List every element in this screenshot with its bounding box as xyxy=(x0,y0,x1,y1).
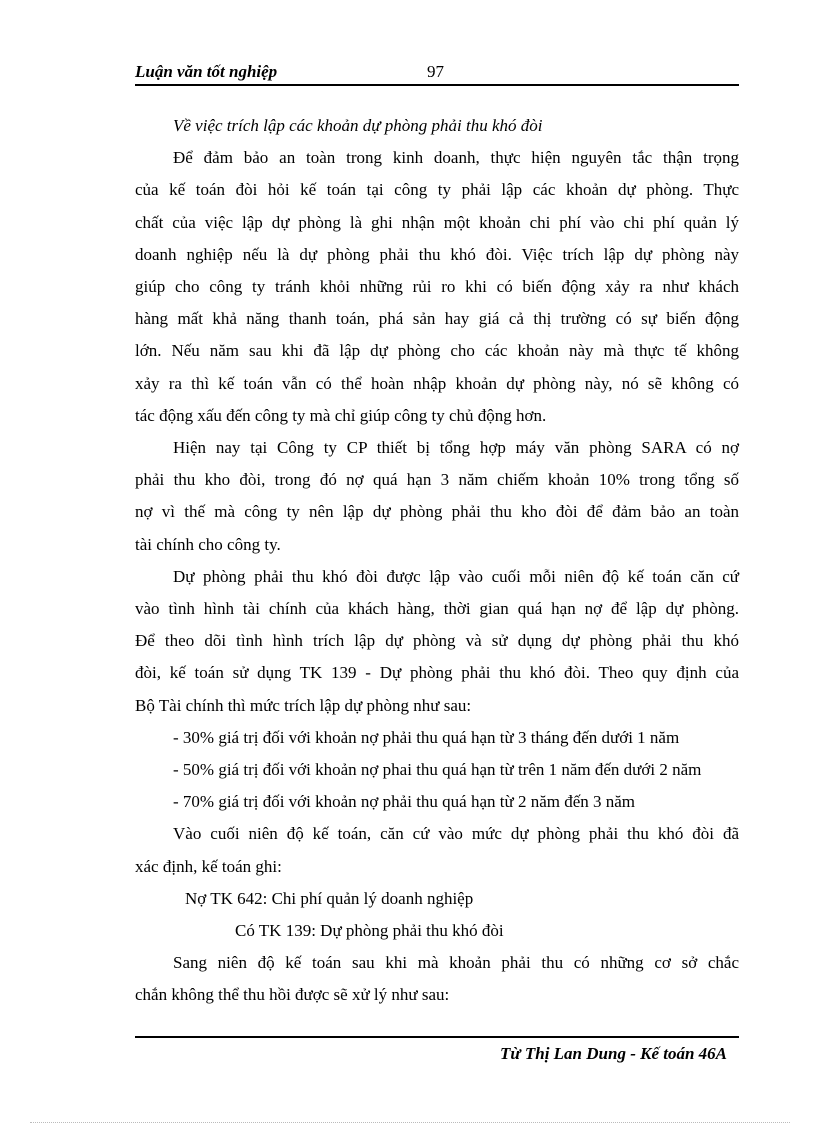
text-line: xảy ra thì kế toán vẫn có thể hoàn nhập khoản dự phòng này, nó sẽ không có xyxy=(135,373,739,393)
page-header xyxy=(135,58,739,86)
paragraph-4 xyxy=(135,818,739,882)
rate-list xyxy=(135,722,739,819)
section-heading: Về việc trích lập các khoản dự phòng phải thu khó đòi xyxy=(173,116,543,135)
text-line: đòi, kế toán sử dụng TK 139 - Dự phòng phải thu khó đòi. Theo quy định của xyxy=(135,663,739,683)
paragraph-2 xyxy=(135,432,739,561)
text-line: hàng mất khả năng thanh toán, phá sản hay giá cả thị trường có sự biến động xyxy=(135,309,739,329)
text-line: phải thu kho đòi, trong đó nợ quá hạn 3 năm chiếm khoản 10% trong tổng số xyxy=(135,470,739,490)
page-footer xyxy=(135,1036,739,1063)
journal-entry-credit: Có TK 139: Dự phòng phải thu khó đòi xyxy=(235,921,504,941)
header-title: Luận văn tốt nghiệp xyxy=(135,62,278,81)
text-line: chắn không thể thu hồi được sẽ xử lý như sau: xyxy=(135,985,450,1005)
text-line: Vào cuối niên độ kế toán, căn cứ vào mức dự phòng phải thu khó đòi đã xyxy=(173,824,739,844)
paragraph-5 xyxy=(135,947,739,1011)
text-line: chất của việc lập dự phòng là ghi nhận một khoản chi phí vào chi phí quản lý xyxy=(135,212,739,232)
text-line: Bộ Tài chính thì mức trích lập dự phòng như sau: xyxy=(135,695,472,715)
list-item: - 70% giá trị đối với khoản nợ phải thu quá hạn từ 2 năm đến 3 năm xyxy=(173,792,636,812)
footer-author: Từ Thị Lan Dung - Kế toán 46A xyxy=(500,1044,727,1063)
text-line: giúp cho công ty tránh khỏi những rủi ro khi có biến động xảy ra như khách xyxy=(135,277,739,297)
text-line: Để theo dõi tình hình trích lập dự phòng và sử dụng dự phòng phải thu khó xyxy=(135,631,739,651)
text-line: doanh nghiệp nếu là dự phòng phải thu khó đòi. Việc trích lập dự phòng này xyxy=(135,244,739,264)
text-line: của kế toán đòi hỏi kế toán tại công ty phải lập các khoản dự phòng. Thực xyxy=(135,180,739,200)
body-text xyxy=(135,110,739,1012)
paragraph-1 xyxy=(135,142,739,432)
text-line: Để đảm bảo an toàn trong kinh doanh, thực hiện nguyên tắc thận trọng xyxy=(173,148,739,168)
text-line: vào tình hình tài chính của khách hàng, thời gian quá hạn nợ để lập dự phòng. xyxy=(135,599,739,619)
paragraph-3 xyxy=(135,561,739,722)
text-line: nợ vì thế mà công ty nên lập dự phòng phải thu kho đòi để đảm bảo an toàn xyxy=(135,502,739,522)
text-line: tài chính cho công ty. xyxy=(135,534,281,554)
text-line: Dự phòng phải thu khó đòi được lập vào cuối mỗi niên độ kế toán căn cứ xyxy=(173,566,739,586)
text-line: Sang niên độ kế toán sau khi mà khoản phải thu có những cơ sở chắc xyxy=(173,953,739,973)
journal-entry-debit: Nợ TK 642: Chi phí quản lý doanh nghiệp xyxy=(185,888,474,908)
list-item: - 50% giá trị đối với khoản nợ phai thu quá hạn từ trên 1 năm đến dưới 2 năm xyxy=(173,760,702,780)
text-line: lớn. Nếu năm sau khi đã lập dự phòng cho các khoản này mà thực tế không xyxy=(135,341,739,361)
list-item: - 30% giá trị đối với khoản nợ phải thu quá hạn từ 3 tháng đến dưới 1 năm xyxy=(173,727,680,747)
page-number: 97 xyxy=(427,62,444,81)
text-line: tác động xấu đến công ty mà chỉ giúp công ty chủ động hơn. xyxy=(135,405,547,425)
text-line: xác định, kế toán ghi: xyxy=(135,856,282,876)
text-line: Hiện nay tại Công ty CP thiết bị tổng hợp máy văn phòng SARA có nợ xyxy=(173,438,739,458)
